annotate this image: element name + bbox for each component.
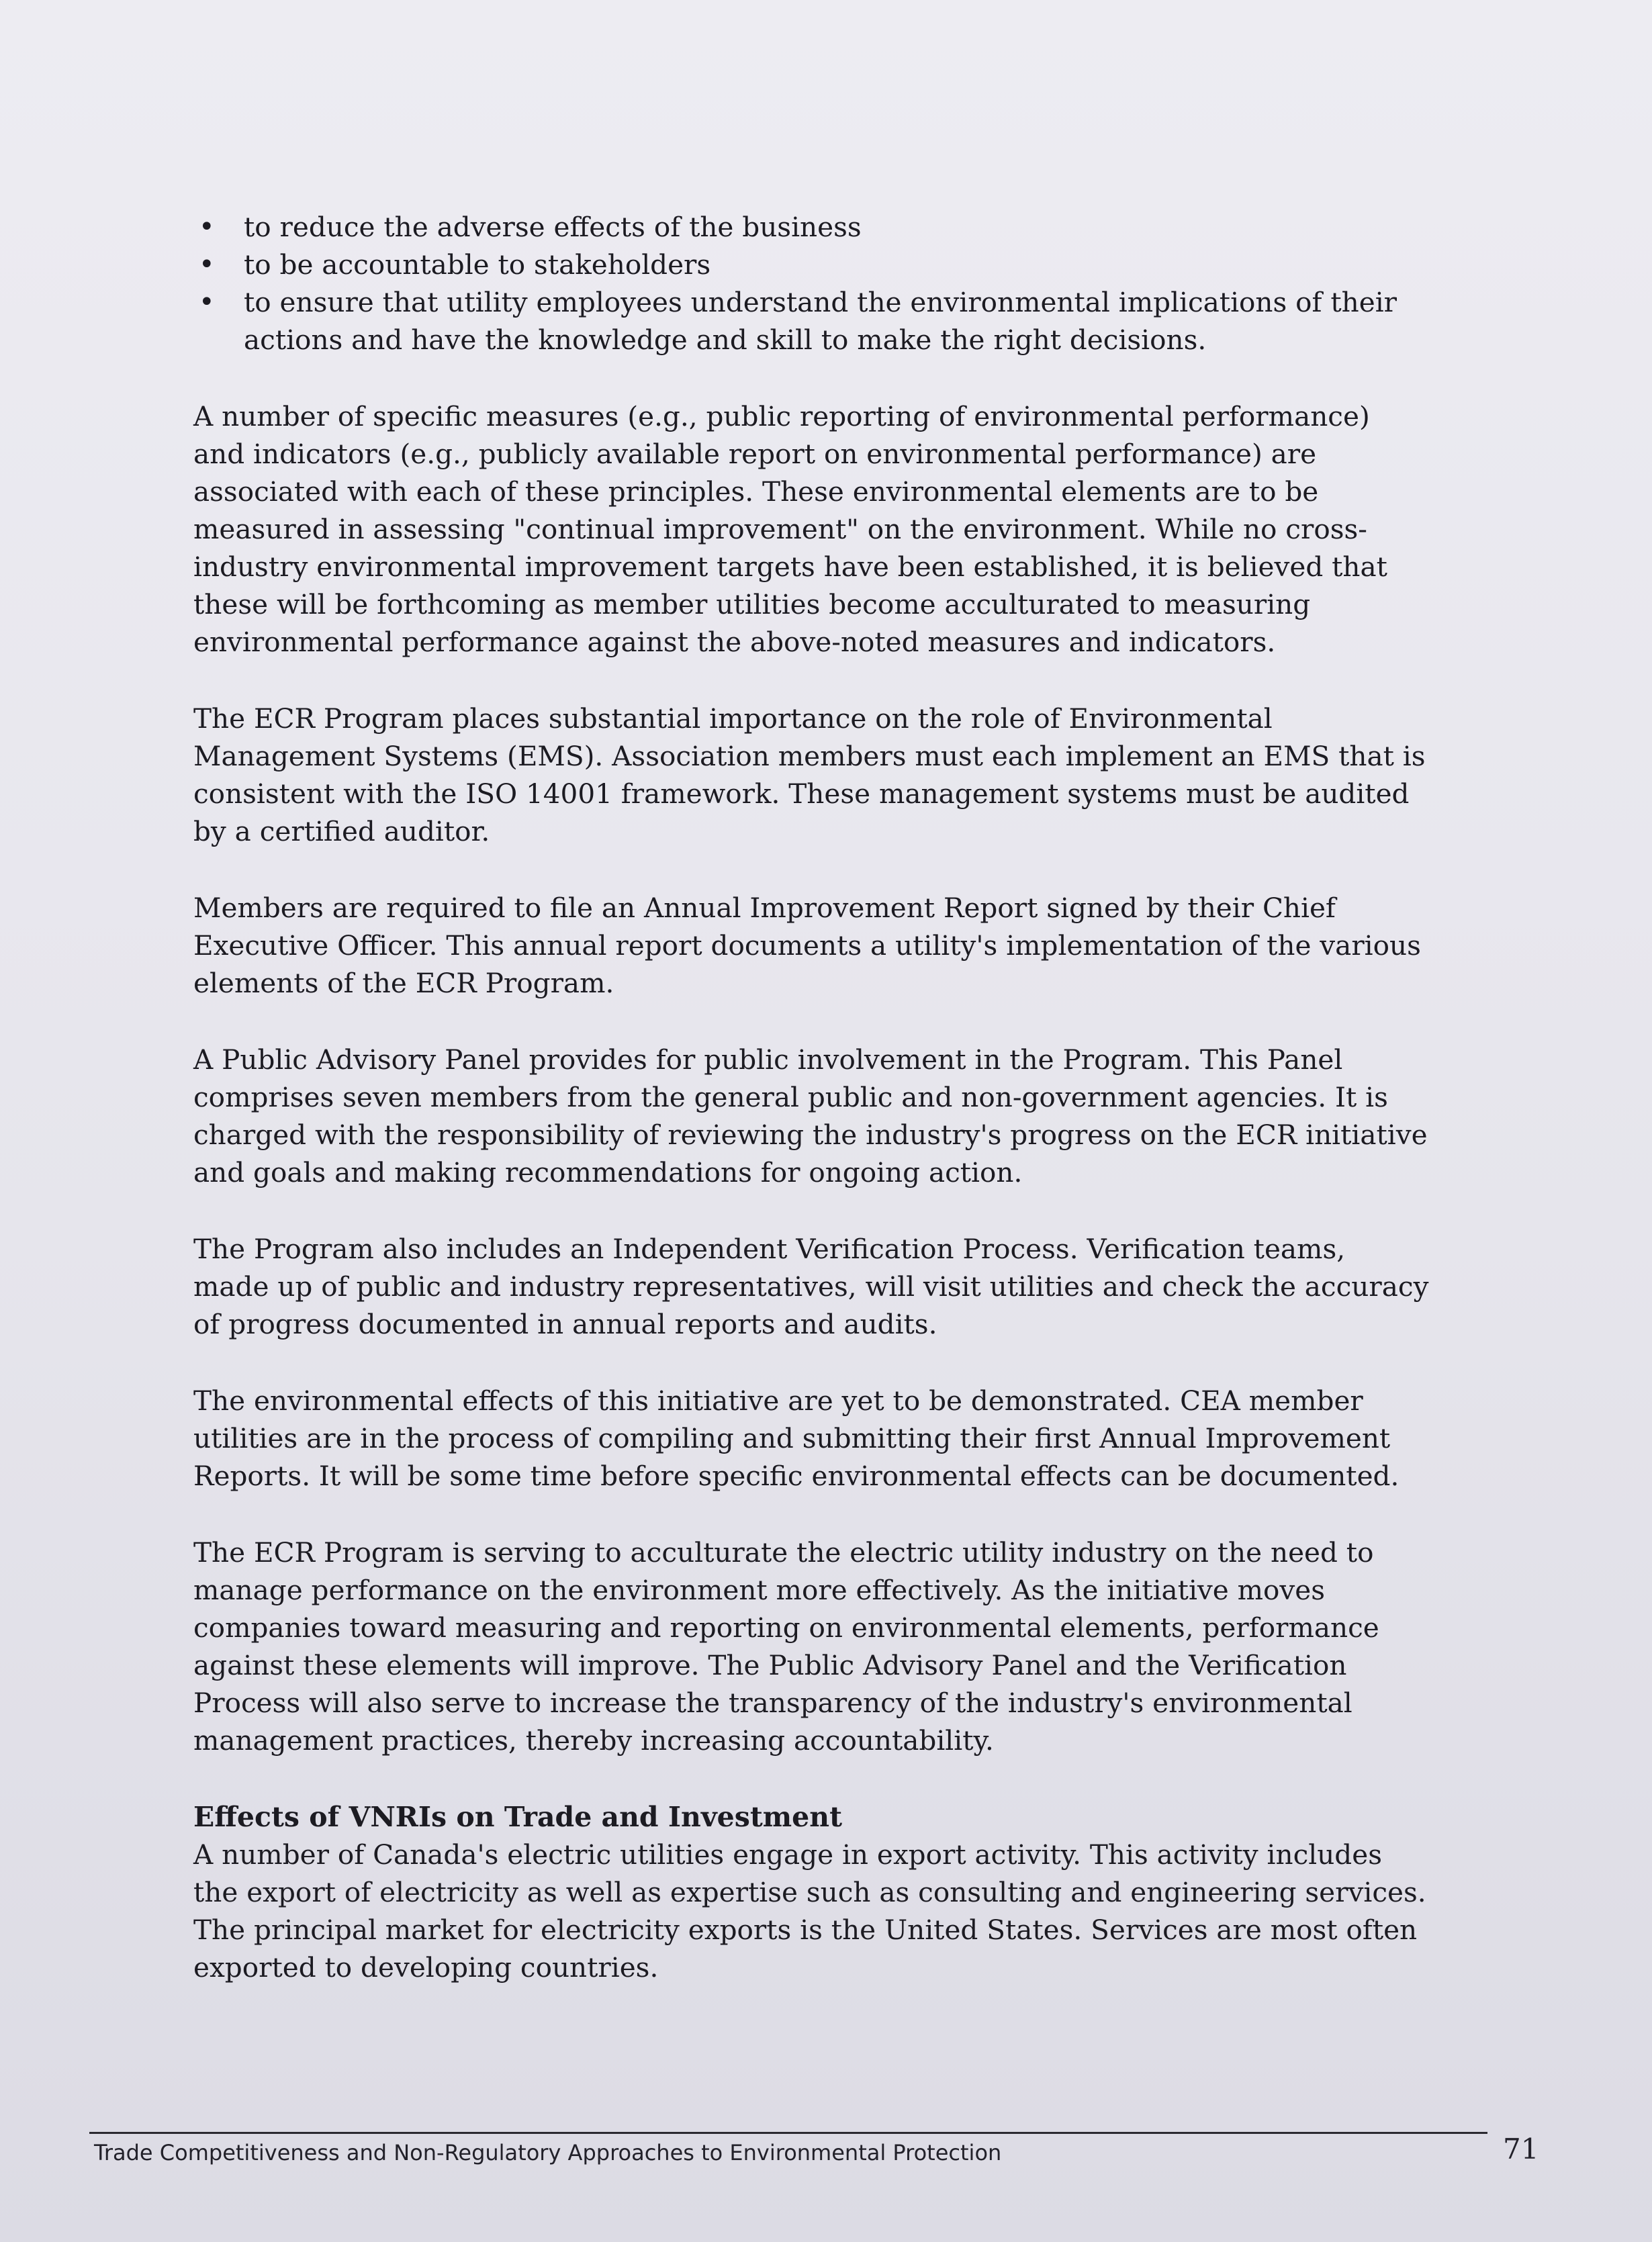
paragraph-exports: A number of Canada's electric utilities engage in export activity. This activity includes the export of electricity as well as expertise such as consulting and engineering services. The principal market for electricity exports is the United States. Services are most often exported to developing countries. — [193, 1838, 1426, 1983]
bullet-icon: • — [199, 212, 215, 242]
page-number: 71 — [1503, 2133, 1539, 2165]
paragraph-ems: The ECR Program places substantial importance on the role of Environmental Management Systems (EMS). Association members must each implement an EMS that is consistent with the ISO 14001 framework. These management systems must be audited by a certified auditor. — [193, 702, 1426, 847]
paragraph-measures: A number of specific measures (e.g., public reporting of environmental performance) and indicators (e.g., publicly available report on environmental performance) are associated with each of these principles. These environmental elements are to be measured in assessing "continual improvement" on the environment. While no cross-industry environmental improvement targets have been established, it is believed that these will be forthcoming as member utilities become acculturated to measuring environmental performance against the above-noted measures and indicators. — [193, 400, 1387, 658]
footer-title: Trade Competitiveness and Non-Regulatory Approaches to Environmental Protection — [94, 2140, 1002, 2165]
paragraph-advisory-panel: A Public Advisory Panel provides for public involvement in the Program. This Panel comprises seven members from the general public and non-government agencies. It is charged with the responsibility of reviewing the industry's progress on the ECR initiative and goals and making recommendations for ongoing action. — [193, 1043, 1428, 1188]
list-item: • to reduce the adverse effects of the business — [193, 208, 1429, 246]
list-item: • to be accountable to stakeholders — [193, 246, 1429, 283]
bullet-icon: • — [199, 249, 215, 280]
list-item: • to ensure that utility employees understand the environmental implications of their actions and have the knowledge and skill to make the right decisions. — [193, 283, 1429, 359]
paragraph-effects: The environmental effects of this initiative are yet to be demonstrated. CEA member utilities are in the process of compiling and submitting their first Annual Improvement Reports. It will be some time before specific environmental effects can be documented. — [193, 1385, 1399, 1492]
paragraph-acculturate: The ECR Program is serving to acculturate the electric utility industry on the need to manage performance on the environment more effectively. As the initiative moves companies toward measuring and reporting on environmental elements, performance against these elements will improve. The Public Advisory Panel and the Verification Process will also serve to increase the transparency of the industry's environmental management practices, thereby increasing accountability. — [193, 1536, 1379, 1757]
paragraph-verification: The Program also includes an Independent Verification Process. Verification teams, made up of public and industry representatives, will visit utilities and check the accuracy of progress documented in annual reports and audits. — [193, 1233, 1429, 1340]
footer-divider — [89, 2132, 1487, 2134]
section-heading: Effects of VNRIs on Trade and Investment — [193, 1801, 843, 1833]
paragraph-annual-report: Members are required to file an Annual Improvement Report signed by their Chief Executive Officer. This annual report documents a utility's implementation of the various elements of the ECR Program. — [193, 892, 1421, 999]
bullet-icon: • — [199, 287, 215, 318]
principles-bullet-list — [193, 208, 1429, 359]
page-body — [193, 208, 1429, 2025]
